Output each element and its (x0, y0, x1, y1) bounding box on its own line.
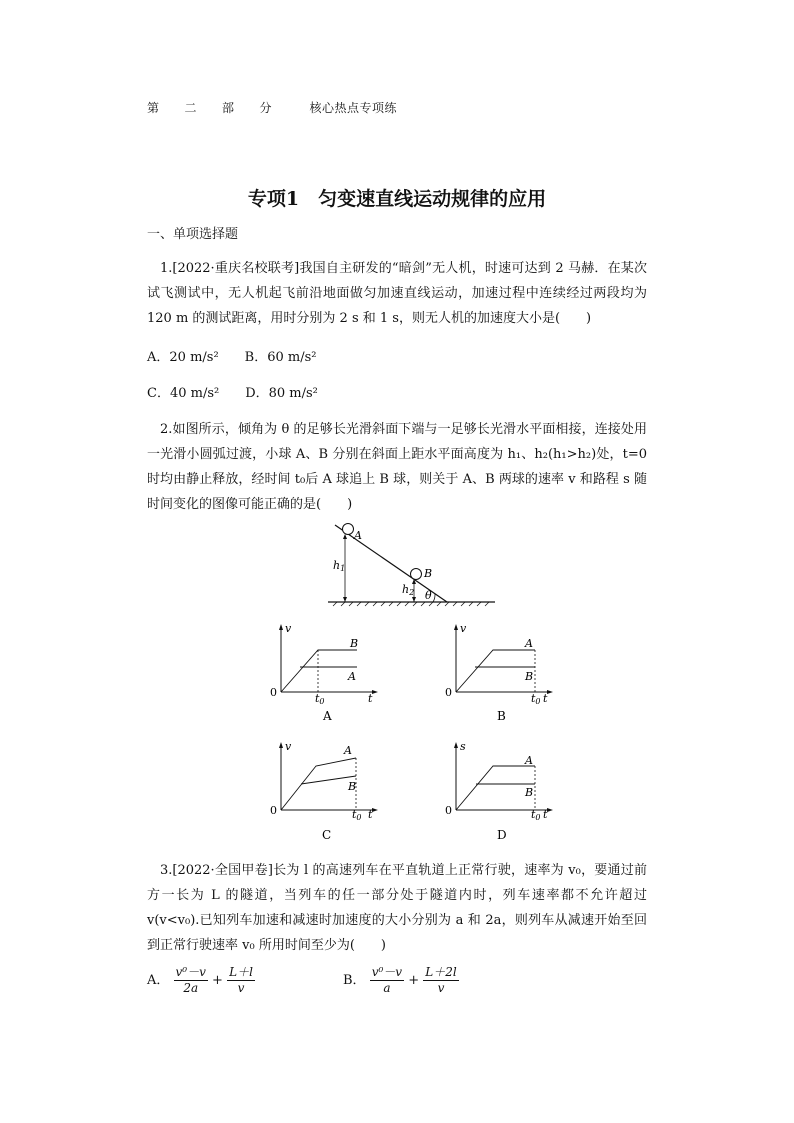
question-2-text: 2.如图所示，倾角为 θ 的足够长光滑斜面下端与一足够长光滑水平面相接，连接处用一光滑小圆弧过渡，小球 A、B 分别在斜面上距水平面高度为 h₁、h₂(h₁>h₂)处，t=0 时均由静止释放，经时间 t₀后 A 球追上 B 球，则关于 A、B 两球的速率 v 和路程 s 随时间变化的图像可能正确的是( ) (147, 422, 647, 512)
graph-d-caption: D (497, 828, 507, 842)
ball-b-label: B (424, 567, 433, 580)
graph-a-line-top (281, 650, 357, 692)
question-1-text: 1.[2022·重庆名校联考]我国自主研发的“暗剑”无人机，时速可达到 2 马赫．在某次试飞测试中，无人机起飞前沿地面做匀加速直线运动，加速过程中连续经过两段均为 120 m 的测试距离，用时分别为 2 s 和 1 s，则无人机的加速度大小是( ) (147, 261, 647, 326)
graph-a (268, 620, 383, 725)
svg-text:A: A (525, 754, 533, 767)
incline-figure (325, 520, 500, 610)
ball-b (411, 569, 422, 580)
svg-text:A: A (525, 637, 533, 650)
graph-c (268, 738, 383, 845)
svg-text:t0: t0 (352, 808, 362, 822)
ball-a-label: A (354, 529, 362, 542)
angle-arc (433, 594, 435, 602)
svg-text:t: t (368, 808, 373, 821)
graph-c-line-top (281, 758, 356, 810)
graph-a-caption: A (323, 709, 332, 723)
graph-b-line-top (456, 650, 535, 692)
question-1-options-ab: A．20 m/s² B．60 m/s² (147, 350, 317, 365)
svg-text:v: v (285, 740, 292, 753)
h1-label: h1 (333, 559, 346, 573)
svg-text:t: t (543, 808, 548, 821)
svg-text:B: B (525, 786, 534, 799)
svg-text:t: t (543, 692, 548, 705)
svg-text:A: A (344, 744, 352, 757)
graph-b (443, 620, 558, 725)
svg-text:t0: t0 (531, 808, 541, 822)
graph-c-caption: C (322, 828, 332, 842)
question-3-text: 3.[2022·全国甲卷]长为 l 的高速列车在平直轨道上正常行驶，速率为 v₀，要通过前方一长为 L 的隧道，当列车的任一部分处于隧道内时，列车速率都不允许超过 v(v<v₀).已知列车加速和减速时加速度的大小分别为 a 和 2a，则列车从减速开始至回到正常行驶速率 v₀ 所用时间至少为( ) (147, 863, 647, 953)
svg-text:t0: t0 (315, 692, 325, 706)
ball-a (343, 524, 354, 535)
svg-text:s: s (460, 740, 466, 753)
svg-text:t: t (368, 692, 373, 705)
h2-label: h2 (402, 583, 415, 597)
svg-text:v: v (285, 622, 292, 635)
svg-text:0: 0 (445, 686, 452, 699)
svg-text:B: B (350, 637, 359, 650)
svg-text:0: 0 (270, 804, 277, 817)
svg-text:B: B (525, 670, 534, 683)
question-1-options-cd: C．40 m/s² D．80 m/s² (147, 386, 318, 401)
svg-text:B: B (348, 780, 357, 793)
svg-text:A: A (348, 670, 356, 683)
svg-text:0: 0 (270, 686, 277, 699)
graph-d (443, 738, 558, 845)
graph-d-line-top (456, 766, 535, 810)
page-title: 专项1 匀变速直线运动规律的应用 (247, 188, 547, 210)
question-3-option-a: A． $\frac{\text{v⁰－v}}{2a}$ + $\frac{L+l}{v}$ (147, 965, 253, 995)
svg-text:v: v (460, 622, 467, 635)
svg-text:0: 0 (445, 804, 452, 817)
page-header: 第 二 部 分 核心热点专项练 (147, 101, 398, 115)
svg-text:t0: t0 (531, 692, 541, 706)
angle-label: θ (425, 589, 432, 602)
section-heading: 一、单项选择题 (147, 227, 239, 242)
graph-b-caption: B (497, 709, 506, 723)
question-3-option-b: B． $\frac{\text{v⁰－v}}{a}$ + $\frac{L+2l}{v}$ (343, 965, 457, 995)
